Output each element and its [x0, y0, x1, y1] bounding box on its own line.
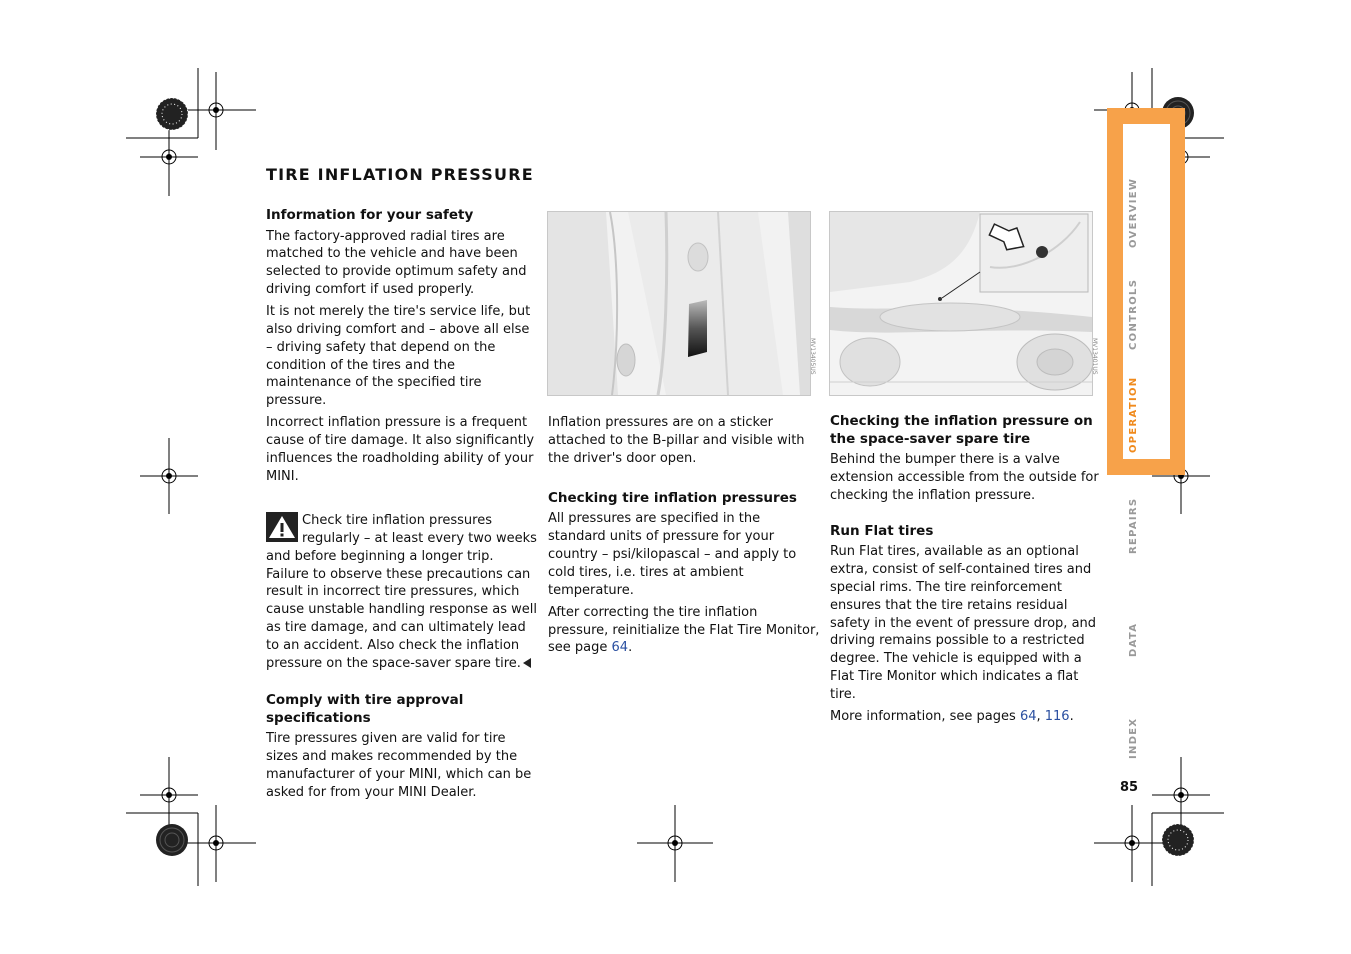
side-nav-controls[interactable]: CONTROLS: [1128, 278, 1139, 350]
side-nav-index[interactable]: INDEX: [1128, 717, 1139, 759]
spare-tire-illustration: [830, 212, 1092, 395]
paragraph: The factory-approved radial tires are matched to the vehicle and have been selected to provide optimum safety and driving comfort if used properly.: [266, 228, 527, 297]
page-link-116[interactable]: 116: [1044, 709, 1070, 725]
column-3: [830, 413, 1102, 730]
paragraph: Incorrect inflation pressure is a frequent cause of tire damage. It also significantly influences the roadholding ability of your MINI.: [266, 415, 535, 484]
heading-safety: Information for your safety: [266, 207, 474, 223]
column-2: [548, 414, 820, 662]
paragraph: It is not merely the tire's service life, but also driving comfort and – above all else – driving safety that depend on the condition of the tires and the maintenance of the specified tire pressure.: [266, 304, 531, 409]
paragraph: More information, see pages 64, 116.: [830, 709, 1074, 725]
page-title: TIRE INFLATION PRESSURE: [266, 165, 534, 184]
figure-b-pillar-sticker: [547, 211, 816, 396]
figure-code: MV13401US: [1091, 338, 1098, 375]
end-of-section-icon: [523, 658, 531, 668]
b-pillar-illustration: [548, 212, 810, 395]
figure-code: MV13405US: [809, 338, 816, 375]
figure-spare-tire-valve: [829, 211, 1098, 396]
paragraph: Run Flat tires, available as an optional extra, consist of self-contained tires and special rims. The tire reinforcement ensures that the tire retains residual safety in the event of pressure drop, and driving remains possible to a restricted degree. The vehicle is equipped with a Flat Tire Monitor which indicates a flat tire.: [830, 544, 1097, 702]
page-link-64[interactable]: 64: [611, 640, 629, 656]
warning-text: Check tire inflation pressures regularly – at least every two weeks and before beginning a longer trip. Failure to observe these precautions can result in incorrect tire pressures, which cause unstable handling response as well as tire damage, and can ultimately lead to an accident. Also check the inflation pressure on the space-saver spare tire.: [266, 513, 538, 671]
heading-spare-tire: Checking the inflation pressure on the space-saver spare tire: [830, 413, 1093, 447]
heading-checking-pressures: Checking tire inflation pressures: [548, 489, 797, 506]
side-nav-operation[interactable]: OPERATION: [1128, 376, 1139, 453]
side-nav-repairs[interactable]: REPAIRS: [1128, 497, 1139, 554]
paragraph: All pressures are specified in the standard units of pressure for your country – psi/kilopascal – and apply to cold tires, i.e. tires at ambient temperature.: [548, 511, 797, 598]
page-number: 85: [1120, 780, 1139, 795]
side-nav-data[interactable]: DATA: [1128, 622, 1139, 657]
heading-run-flat: Run Flat tires: [830, 522, 934, 539]
warning-triangle-icon: [266, 512, 298, 542]
paragraph: Behind the bumper there is a valve extension accessible from the outside for checking the inflation pressure.: [830, 452, 1099, 503]
heading-comply: Comply with tire approval specifications: [266, 692, 464, 726]
warning-box: [266, 512, 538, 672]
paragraph: After correcting the tire inflation pressure, reinitialize the Flat Tire Monitor, see page 64.: [548, 604, 820, 656]
paragraph: Inflation pressures are on a sticker attached to the B-pillar and visible with the driver's door open.: [548, 415, 805, 466]
column-1: [266, 207, 538, 806]
paragraph: Tire pressures given are valid for tire sizes and makes recommended by the manufacturer of your MINI, which can be asked for from your MINI Dealer.: [266, 731, 532, 800]
page-link-64[interactable]: 64: [1019, 709, 1037, 725]
side-nav-overview[interactable]: OVERVIEW: [1128, 177, 1139, 248]
